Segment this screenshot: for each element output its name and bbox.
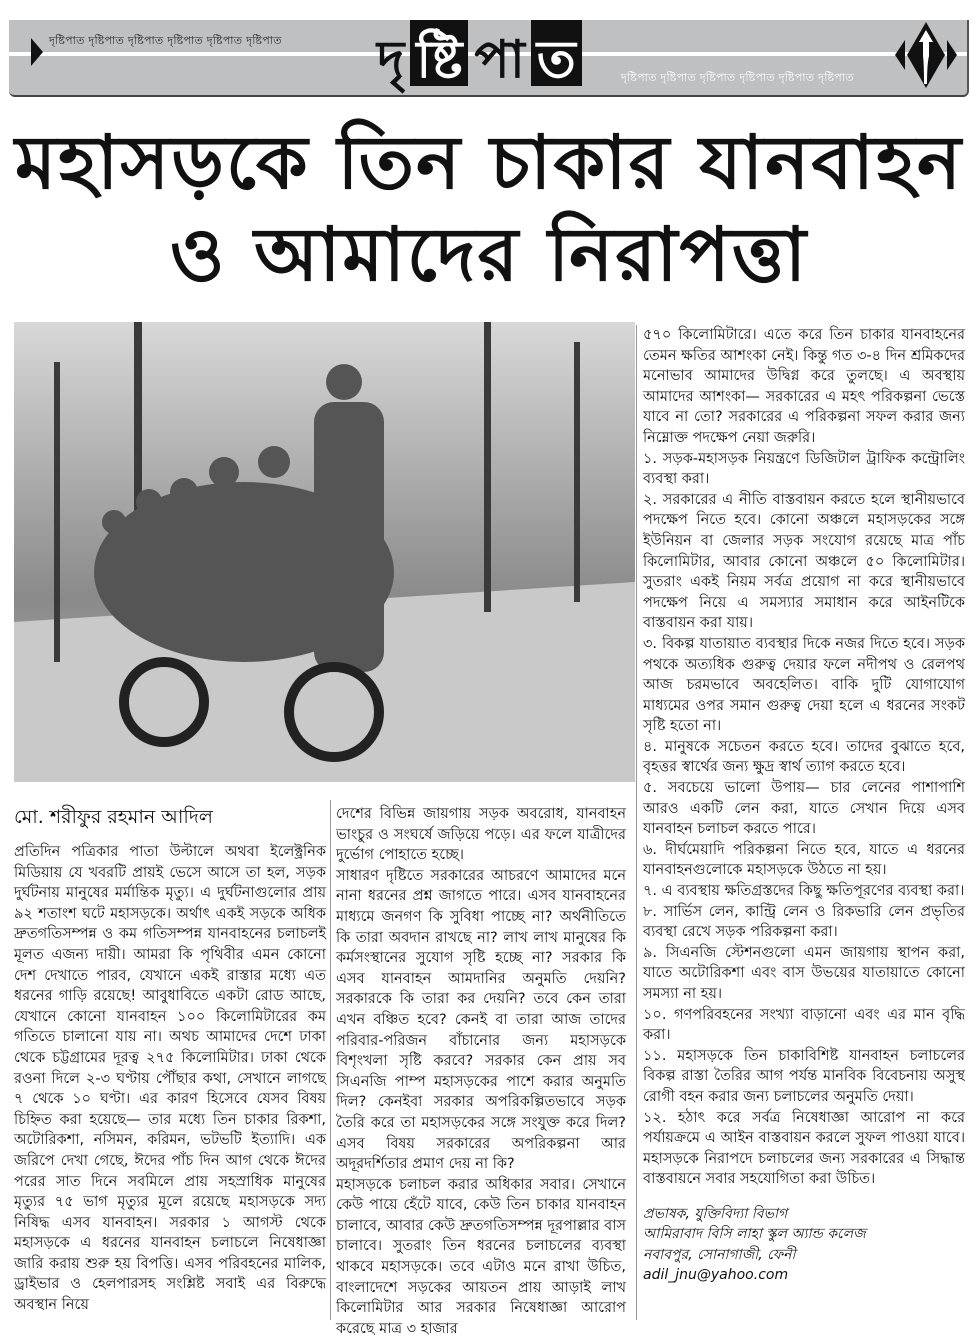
- section-banner: [9, 20, 969, 97]
- author-address: নবাবপুর, সোনাগাজী, ফেনী: [643, 1246, 796, 1263]
- column-rule: [330, 800, 331, 1320]
- road-arrow-logo-icon: [891, 20, 961, 90]
- arrow-right-icon: [31, 38, 43, 66]
- list-item: ৮. সার্ভিস লেন, কান্ট্রি লেন ও রিকভারি লেন প্রভৃতির ব্যবস্থা রেখে সড়ক পরিকল্পনা করা।: [643, 903, 965, 941]
- paragraph: সাধারণ দৃষ্টিতে সরকারের আচরণে আমাদের মনে নানা ধরনের প্রশ্ন জাগতে পারে। এসব যানবাহনের মাধ্যমে জনগণ কি সুবিধা পাচ্ছে না? অর্থনীতিতে কি তারা অবদান রাখছে না? লাখ লাখ মানুষের কি কর্মসংস্থানের সুযোগ সৃষ্টি হচ্ছে না? সরকার কি এসব যানবাহন আমদানির অনুমতি দেয়নি? সরকারকে কি তারা কর দেয়নি? তবে কেন তারা এখন বঞ্চিত হবে? কেনই বা তারা আজ তাদের পরিবার-পরিজন বাঁচানোর জন্য মহাসড়কে বিশৃংখলা সৃষ্টি করবে? সরকার কেন প্রায় সব সিএনজি পাম্প মহাসড়কের পাশে করার অনুমতি দিল? কেনইবা সরকার অপরিকল্পিতভাবে সড়ক তৈরি করে তা মহাসড়কের সঙ্গে সংযুক্ত করে দিল? এসব বিষয় সরকারের অপরিকল্পনা আর অদূরদর্শিতার প্রমাণ দেয় না কি?: [336, 867, 626, 1173]
- list-item: ৬. দীর্ঘমেয়াদি পরিকল্পনা নিতে হবে, যাতে এ ধরনের যানবাহনগুলোকে মহাসড়কে উঠতে না হয়।: [643, 841, 965, 879]
- byline: মো. শরীফুর রহমান আদিল: [14, 806, 213, 828]
- article-column-right: [643, 325, 965, 1286]
- author-signature: [643, 1204, 965, 1286]
- masthead-letter: দৃ: [377, 30, 405, 90]
- banner-repeat-text: দৃষ্টিপাত দৃষ্টিপাত দৃষ্টিপাত দৃষ্টিপাত দৃষ্টিপাত দৃষ্টিপাত: [49, 34, 282, 47]
- paragraph: ৫৭০ কিলোমিটারে। এতে করে তিন চাকার যানবাহনের তেমন ক্ষতির আশংকা নেই। কিন্তু গত ৩-৪ দিন শ্রমিকদের মনোভাব আমাদের উদ্বিগ্ন করে তুলছে। এ অবস্থায় আমাদের আশংকা— সরকারের এ মহৎ পরিকল্পনা ভেস্তে যাবে না তো? সরকারের এ পরিকল্পনা সফল করার জন্য নিম্নোক্ত পদক্ষেপ নেয়া জরুরি।: [643, 327, 965, 446]
- headline-line-2: ও আমাদের নিরাপত্তা: [169, 212, 809, 298]
- headline-line-1: মহাসড়কে তিন চাকার যানবাহন: [14, 120, 964, 206]
- author-institution: আমিরাবাদ বিসি লাহা স্কুল অ্যান্ড কলেজ: [643, 1226, 866, 1243]
- masthead-letter: ষ্টি: [410, 20, 468, 86]
- list-item: ৩. বিকল্প যাতায়াত ব্যবস্থার দিকে নজর দিতে হবে। সড়ক পথকে অত্যধিক গুরুত্ব দেয়ার ফলে নদীপথ ও রেলপথ আজ চরমভাবে অবহেলিত। বাকি দুটি যোগাযোগ মাধ্যমের ওপর সমান গুরুত্ব দেয়া হলে এ ধরনের সংকট সৃষ্টি হতো না।: [643, 635, 965, 735]
- list-item: ১০. গণপরিবহনের সংখ্যা বাড়ানো এবং এর মান বৃদ্ধি করা।: [643, 1006, 965, 1044]
- masthead-letter: ত: [531, 20, 582, 86]
- author-title: প্রভাষক, যুক্তিবিদ্যা বিভাগ: [643, 1205, 788, 1222]
- paragraph: প্রতিদিন পত্রিকার পাতা উল্টালে অথবা ইলেক্ট্রনিক মিডিয়ায় যে খবরটি প্রায়ই ভেসে আসে তা হল, সড়ক দুর্ঘটনায় মানুষের মর্মান্তিক মৃত্যু। এ দুর্ঘটনাগুলোর প্রায় ৯২ শতাংশ ঘটে মহাসড়কে। অর্থাৎ একই সড়কে অধিক দ্রুতগতিসম্পন্ন ও কম গতিসম্পন্ন যানবাহনের চলাচলই মূলত এজন্য দায়ী। আমরা কি পৃথিবীর এমন কোনো দেশ দেখাতে পারব, যেখানে একই রাস্তার মধ্যে এত ধরনের গাড়ি রয়েছে! আবুধাবিতে একটা রোড আছে, যেখানে কোনো যানবাহন ১০০ কিলোমিটারের কম গতিতে চালানো যায় না। অথচ আমাদের দেশে ঢাকা থেকে চট্টগ্রামের দূরত্ব ২৭৫ কিলোমিটার। ঢাকা থেকে রওনা দিলে ২-৩ ঘণ্টায় পৌঁছার কথা, সেখানে লাগছে ৭ থেকে ১০ ঘণ্টা। এর কারণ হিসেবে যেসব বিষয় চিহ্নিত করা হয়েছে— তার মধ্যে তিন চাকার রিকশা, অটোরিকশা, নসিমন, করিমন, ভটভটি ইত্যাদি। এক জরিপে দেখা গেছে, ঈদের পাঁচ দিন আগ থেকে ঈদের পরের সাত দিনে সবমিলে প্রায় সহস্রাধিক মানুষের মৃত্যুর ৭৫ ভাগ মৃত্যুর মূলে রয়েছে মহাসড়কে সদ্য নিষিদ্ধ এসব যানবাহন। সরকার ১ আগস্ট থেকে মহাসড়কে এ ধরনের যানবাহন চলাচলে নিষেধাজ্ঞা জারি করায় শুরু হয় বিপত্তি। এসব পরিবহনের মালিক, ড্রাইভার ও হেলপারসহ সংশ্লিষ্ট সবাই এর বিরুদ্ধে অবস্থান নিয়ে: [14, 844, 326, 1314]
- list-item: ২. সরকারের এ নীতি বাস্তবায়ন করতে হলে স্থানীয়ভাবে পদক্ষেপ নিতে হবে। কোনো অঞ্চলে মহাসড়কের সঙ্গে ইউনিয়ন বা জেলার সড়ক সংযোগ রয়েছে মাত্র পাঁচ কিলোমিটার, আবার কোনো অঞ্চলে ৫০ কিলোমিটার। সুতরাং একই নিয়ম সর্বত্র প্রয়োগ না করে স্থানীয়ভাবে পদক্ষেপ নিয়ে এ সমস্যার সমাধান করে আইনটিকে বাস্তবায়ন করা যায়।: [643, 491, 965, 632]
- article-photo: [14, 322, 635, 782]
- list-item: ৯. সিএনজি স্টেশনগুলো এমন জায়গায় স্থাপন করা, যাতে অটোরিকশা এবং বাস উভয়ের যাতায়াতে কোনো সমস্যা না হয়।: [643, 944, 965, 1002]
- banner-repeat-text: দৃষ্টিপাত দৃষ্টিপাত দৃষ্টিপাত দৃষ্টিপাত দৃষ্টিপাত দৃষ্টিপাত: [621, 71, 854, 84]
- paragraph: মহাসড়কে চলাচল করার অধিকার সবার। সেখানে কেউ পায়ে হেঁটে যাবে, কেউ তিন চাকার যানবাহন চালাবে, আবার কেউ দ্রুতগতিসম্পন্ন দূরপাল্লার বাস চালাবে। সুতরাং তিন ধরনের চলাচলের ব্যবস্থা থাকবে মহাসড়কে। তবে এটাও মনে রাখা উচিত, বাংলাদেশে সড়কের আয়তন প্রায় আড়াই লাখ কিলোমিটার আর সরকার নিষেধাজ্ঞা আরোপ করেছে মাত্র ৩ হাজার: [336, 1176, 626, 1337]
- author-email: adil_jnu@yahoo.com: [643, 1267, 789, 1284]
- masthead-letter: পা: [474, 30, 525, 90]
- list-item: ১২. হঠাৎ করে সর্বত্র নিষেধাজ্ঞা আরোপ না করে পর্যায়ক্রমে এ আইন বাস্তবায়ন করলে সুফল পাওয়া যাবে। মহাসড়কে নিরাপদে চলাচলের জন্য সরকারের এ সিদ্ধান্ত বাস্তবায়নে সবার সহযোগিতা করা উচিত।: [643, 1109, 965, 1188]
- list-item: ৪. মানুষকে সচেতন করতে হবে। তাদের বুঝাতে হবে, বৃহত্তর স্বার্থের জন্য ক্ষুদ্র স্বার্থ ত্যাগ করতে হবে।: [643, 738, 965, 776]
- section-masthead: [371, 20, 582, 112]
- paragraph: দেশের বিভিন্ন জায়গায় সড়ক অবরোধ, যানবাহন ভাংচুর ও সংঘর্ষে জড়িয়ে পড়ে। এর ফলে যাত্রীদের দুর্ভোগ পোহাতে হচ্ছে।: [336, 806, 626, 864]
- list-item: ১১. মহাসড়কে তিন চাকাবিশিষ্ট যানবাহন চলাচলের বিকল্প রাস্তা তৈরির আগ পর্যন্ত মানবিক বিবেচনায় অসুস্থ রোগী বহন করার জন্য চলাচলের অনুমতি দেয়া।: [643, 1047, 965, 1105]
- list-item: ৫. সবচেয়ে ভালো উপায়— চার লেনের পাশাপাশি আরও একটি লেন করা, যাতে সেখান দিয়ে এসব যানবাহন চলাচল করতে পারে।: [643, 780, 965, 838]
- article-column-left: [14, 804, 326, 1316]
- list-item: ৭. এ ব্যবস্থায় ক্ষতিগ্রস্তদের কিছু ক্ষতিপূরণের ব্যবস্থা করা।: [643, 883, 965, 900]
- column-rule: [636, 325, 637, 1320]
- list-item: ১. সড়ক-মহাসড়ক নিয়ন্ত্রণে ডিজিটাল ট্রাফিক কন্ট্রোলিং ব্যবস্থা করা।: [643, 450, 965, 488]
- article-column-middle: [336, 804, 626, 1339]
